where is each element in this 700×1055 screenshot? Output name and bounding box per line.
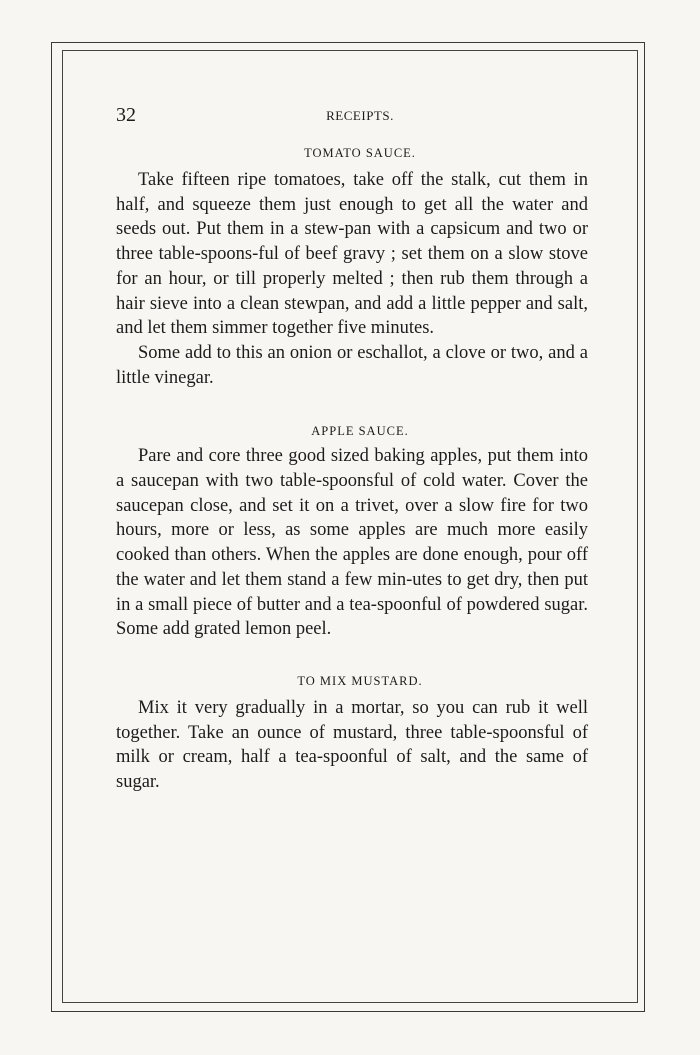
book-page bbox=[116, 100, 588, 795]
section-title-to-mix-mustard: TO MIX MUSTARD. bbox=[297, 673, 423, 688]
page-number: 32 bbox=[116, 104, 136, 126]
page-header bbox=[116, 100, 588, 130]
section-title-apple-sauce: APPLE SAUCE. bbox=[311, 424, 409, 439]
section-title-tomato-sauce: TOMATO SAUCE. bbox=[304, 146, 416, 160]
mustard-paragraph-1: Mix it very gradually in a mortar, so you can rub it well together. Take an ounce of mustard, three table-spoonsful of milk or cream, half a tea-spoonful of salt, and the same of sugar. bbox=[116, 697, 588, 793]
tomato-sauce-paragraph-1: Take fifteen ripe tomatoes, take off the stalk, cut them in half, and squeeze them just enough to get all the water and seeds out. Put them in a stew-pan with a capsicum and two or three table-spoons-ful of beef gravy ; set them on a slow stove for an hour, or till properly melted ; then rub them through a hair sieve into a clean stewpan, and add a little pepper and salt, and let them simmer together five minutes. bbox=[116, 170, 588, 339]
running-head: RECEIPTS. bbox=[326, 108, 394, 123]
tomato-sauce-paragraph-2: Some add to this an onion or eschallot, a clove or two, and a little vinegar. bbox=[116, 342, 588, 388]
apple-sauce-paragraph-1: Pare and core three good sized baking apples, put them into a saucepan with two table-spoonsful of cold water. Cover the saucepan close, and set it on a trivet, over a slow fire for two hours, more or less, as some apples are much more easily cooked than others. When the apples are done enough, pour off the water and let them stand a few min-utes to get dry, then put in a small piece of butter and a tea-spoonful of powdered sugar. Some add grated lemon peel. bbox=[116, 446, 588, 640]
